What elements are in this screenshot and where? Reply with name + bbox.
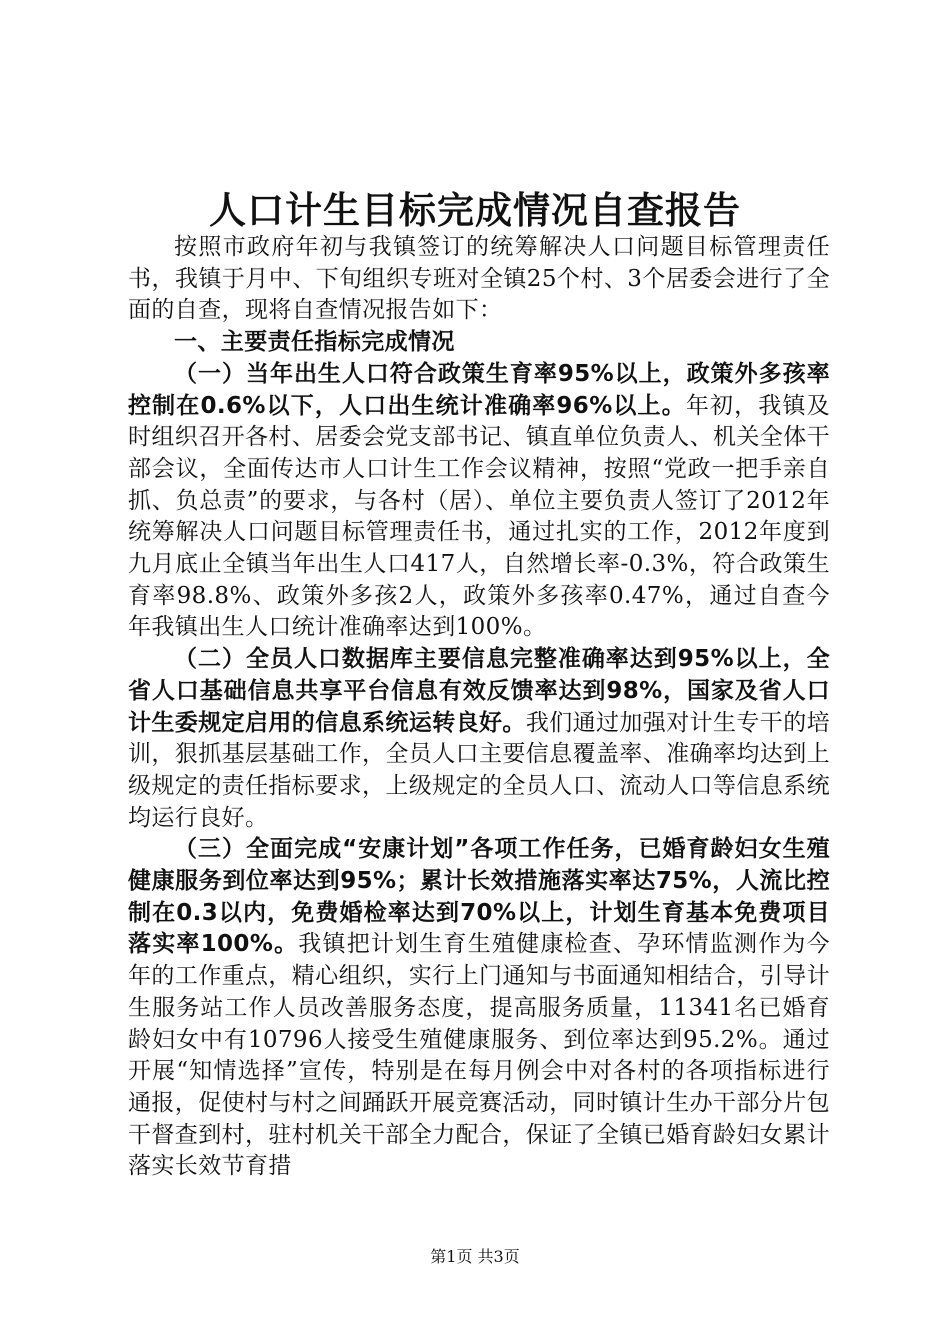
intro-paragraph: 按照市政府年初与我镇签订的统筹解决人口问题目标管理责任书，我镇于月中、下旬组织专班对全镇25个村、3个居委会进行了全面的自查，现将自查情况报告如下： [128, 234, 830, 324]
item-paragraph-3 [128, 834, 830, 1183]
section-heading: 一、主要责任指标完成情况 [174, 329, 455, 356]
item-paragraph-1 [128, 359, 830, 644]
document-body [128, 232, 830, 1183]
document-title: 人口计生目标完成情况自查报告 [209, 189, 741, 232]
item-lead-3: （三）全面完成“安康计划”各项工作任务，已婚育龄妇女生殖健康服务到位率达到95%；累计长效措施落实率达75%，人流比控制在0.3以内，免费婚检率达到70%以上，计划生育基本免费项目落实率100%。 [128, 836, 830, 958]
item-lead-2: （二）全员人口数据库主要信息完整准确率达到95%以上，全省人口基础信息共享平台信息有效反馈率达到98%，国家及省人口计生委规定启用的信息系统运转良好。 [128, 646, 830, 736]
item-text-3: 我镇把计划生育生殖健康检查、孕环情监测作为今年的工作重点，精心组织，实行上门通知与书面通知相结合，引导计生服务站工作人员改善服务态度，提高服务质量，11341名已婚育龄妇女中有10796人接受生殖健康服务、到位率达到95.2%。通过开展“知情选择”宣传，特别是在每月例会中对各村的各项指标进行通报，促使村与村之间踊跃开展竞赛活动，同时镇计生办干部分片包干督查到村，驻村机关干部全力配合，保证了全镇已婚育龄妇女累计落实长效节育措 [128, 931, 830, 1180]
item-paragraph-2 [128, 644, 830, 834]
page-footer: 第1页 共3页 [430, 1247, 520, 1266]
item-lead-1: （一）当年出生人口符合政策生育率95%以上，政策外多孩率控制在0.6%以下，人口出生统计准确率96%以上。 [128, 360, 830, 419]
item-text-2: 我们通过加强对计生专干的培训，狠抓基层基础工作，全员人口主要信息覆盖率、准确率均达到上级规定的责任指标要求，上级规定的全员人口、流动人口等信息系统均运行良好。 [128, 709, 831, 831]
item-text-1: 年初，我镇及时组织召开各村、居委会党支部书记、镇直单位负责人、机关全体干部会议，全面传达市人口计生工作会议精神，按照“党政一把手亲自抓、负总责”的要求，与各村（居）、单位主要负责人签订了2012年统筹解决人口问题目标管理责任书，通过扎实的工作，2012年度到九月底止全镇当年出生人口417人，自然增长率-0.3%，符合政策生育率98.8%、政策外多孩2人，政策外多孩率0.47%，通过自查今年我镇出生人口统计准确率达到100%。 [128, 392, 830, 641]
